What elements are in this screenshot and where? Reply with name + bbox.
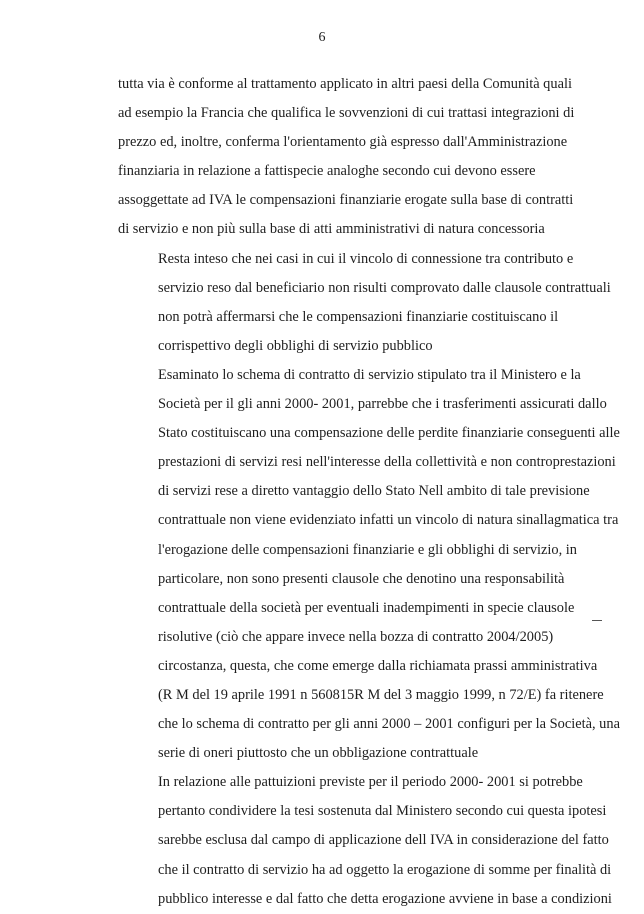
text-line: Stato costituiscano una compensazione delle perdite finanziarie conseguenti alle bbox=[158, 425, 620, 442]
paragraph bbox=[118, 361, 620, 768]
text-line: contrattuale non viene evidenziato infatti un vincolo di natura sinallagmatica tra bbox=[158, 512, 619, 529]
paragraph bbox=[118, 70, 575, 245]
text-line: ad esempio la Francia che qualifica le sovvenzioni di cui trattasi integrazioni di bbox=[118, 105, 575, 122]
text-line: (R M del 19 aprile 1991 n 560815R M del 3 maggio 1999, n 72/E) fa ritenere bbox=[158, 686, 604, 703]
text-line: corrispettivo degli obblighi di servizio pubblico bbox=[158, 337, 433, 354]
text-line: Società per il gli anni 2000- 2001, parrebbe che i trasferimenti assicurati dallo bbox=[158, 396, 607, 413]
text-line: pertanto condividere la tesi sostenuta dal Ministero secondo cui questa ipotesi bbox=[158, 803, 607, 820]
margin-mark bbox=[592, 620, 602, 621]
paragraph bbox=[118, 245, 611, 361]
text-line: di servizio e non più sulla base di atti amministrativi di natura concessoria bbox=[118, 221, 545, 238]
text-line: tutta via è conforme al trattamento applicato in altri paesi della Comunità quali bbox=[118, 76, 572, 92]
text-line: contrattuale della società per eventuali inadempimenti in specie clausole bbox=[158, 599, 575, 616]
text-line: servizio reso dal beneficiario non risulti comprovato dalle clausole contrattuali bbox=[158, 279, 611, 296]
text-line: prestazioni di servizi resi nell'interesse della collettività e non controprestazioni bbox=[158, 454, 616, 471]
text-line: serie di oneri piuttosto che un obbligazione contrattuale bbox=[158, 745, 479, 762]
text-line: In relazione alle pattuizioni previste per il periodo 2000- 2001 si potrebbe bbox=[158, 774, 583, 791]
text-line: che il contratto di servizio ha ad oggetto la erogazione di somme per finalità di bbox=[158, 861, 612, 878]
text-line: prezzo ed, inoltre, conferma l'orientamento già espresso dall'Amministrazione bbox=[118, 134, 568, 151]
text-line: assoggettate ad IVA le compensazioni finanziarie erogate sulla base di contratti bbox=[118, 192, 574, 209]
page-number: 6 bbox=[318, 30, 326, 45]
text-line: Esaminato lo schema di contratto di servizio stipulato tra il Ministero e la bbox=[158, 366, 581, 383]
document-body bbox=[118, 70, 620, 914]
text-line: Resta inteso che nei casi in cui il vincolo di connessione tra contributo e bbox=[158, 250, 574, 267]
text-line: l'erogazione delle compensazioni finanziarie e gli obblighi di servizio, in bbox=[158, 541, 577, 558]
text-line: particolare, non sono presenti clausole che denotino una responsabilità bbox=[158, 570, 565, 587]
text-line: che lo schema di contratto per gli anni 2000 – 2001 configuri per la Società, una bbox=[158, 716, 620, 733]
text-line: sarebbe esclusa dal campo di applicazione dell IVA in considerazione del fatto bbox=[158, 832, 609, 849]
text-line: pubblico interesse e dal fatto che detta erogazione avviene in base a condizioni bbox=[158, 890, 612, 907]
text-line: circostanza, questa, che come emerge dalla richiamata prassi amministrativa bbox=[158, 657, 598, 674]
text-line: di servizi rese a diretto vantaggio dello Stato Nell ambito di tale previsione bbox=[158, 483, 590, 500]
paragraph bbox=[118, 768, 612, 913]
text-line: risolutive (ciò che appare invece nella bozza di contratto 2004/2005) bbox=[158, 628, 554, 645]
text-line: non potrà affermarsi che le compensazioni finanziarie costituiscano il bbox=[158, 308, 559, 325]
text-line: finanziaria in relazione a fattispecie analoghe secondo cui devono essere bbox=[118, 163, 536, 180]
